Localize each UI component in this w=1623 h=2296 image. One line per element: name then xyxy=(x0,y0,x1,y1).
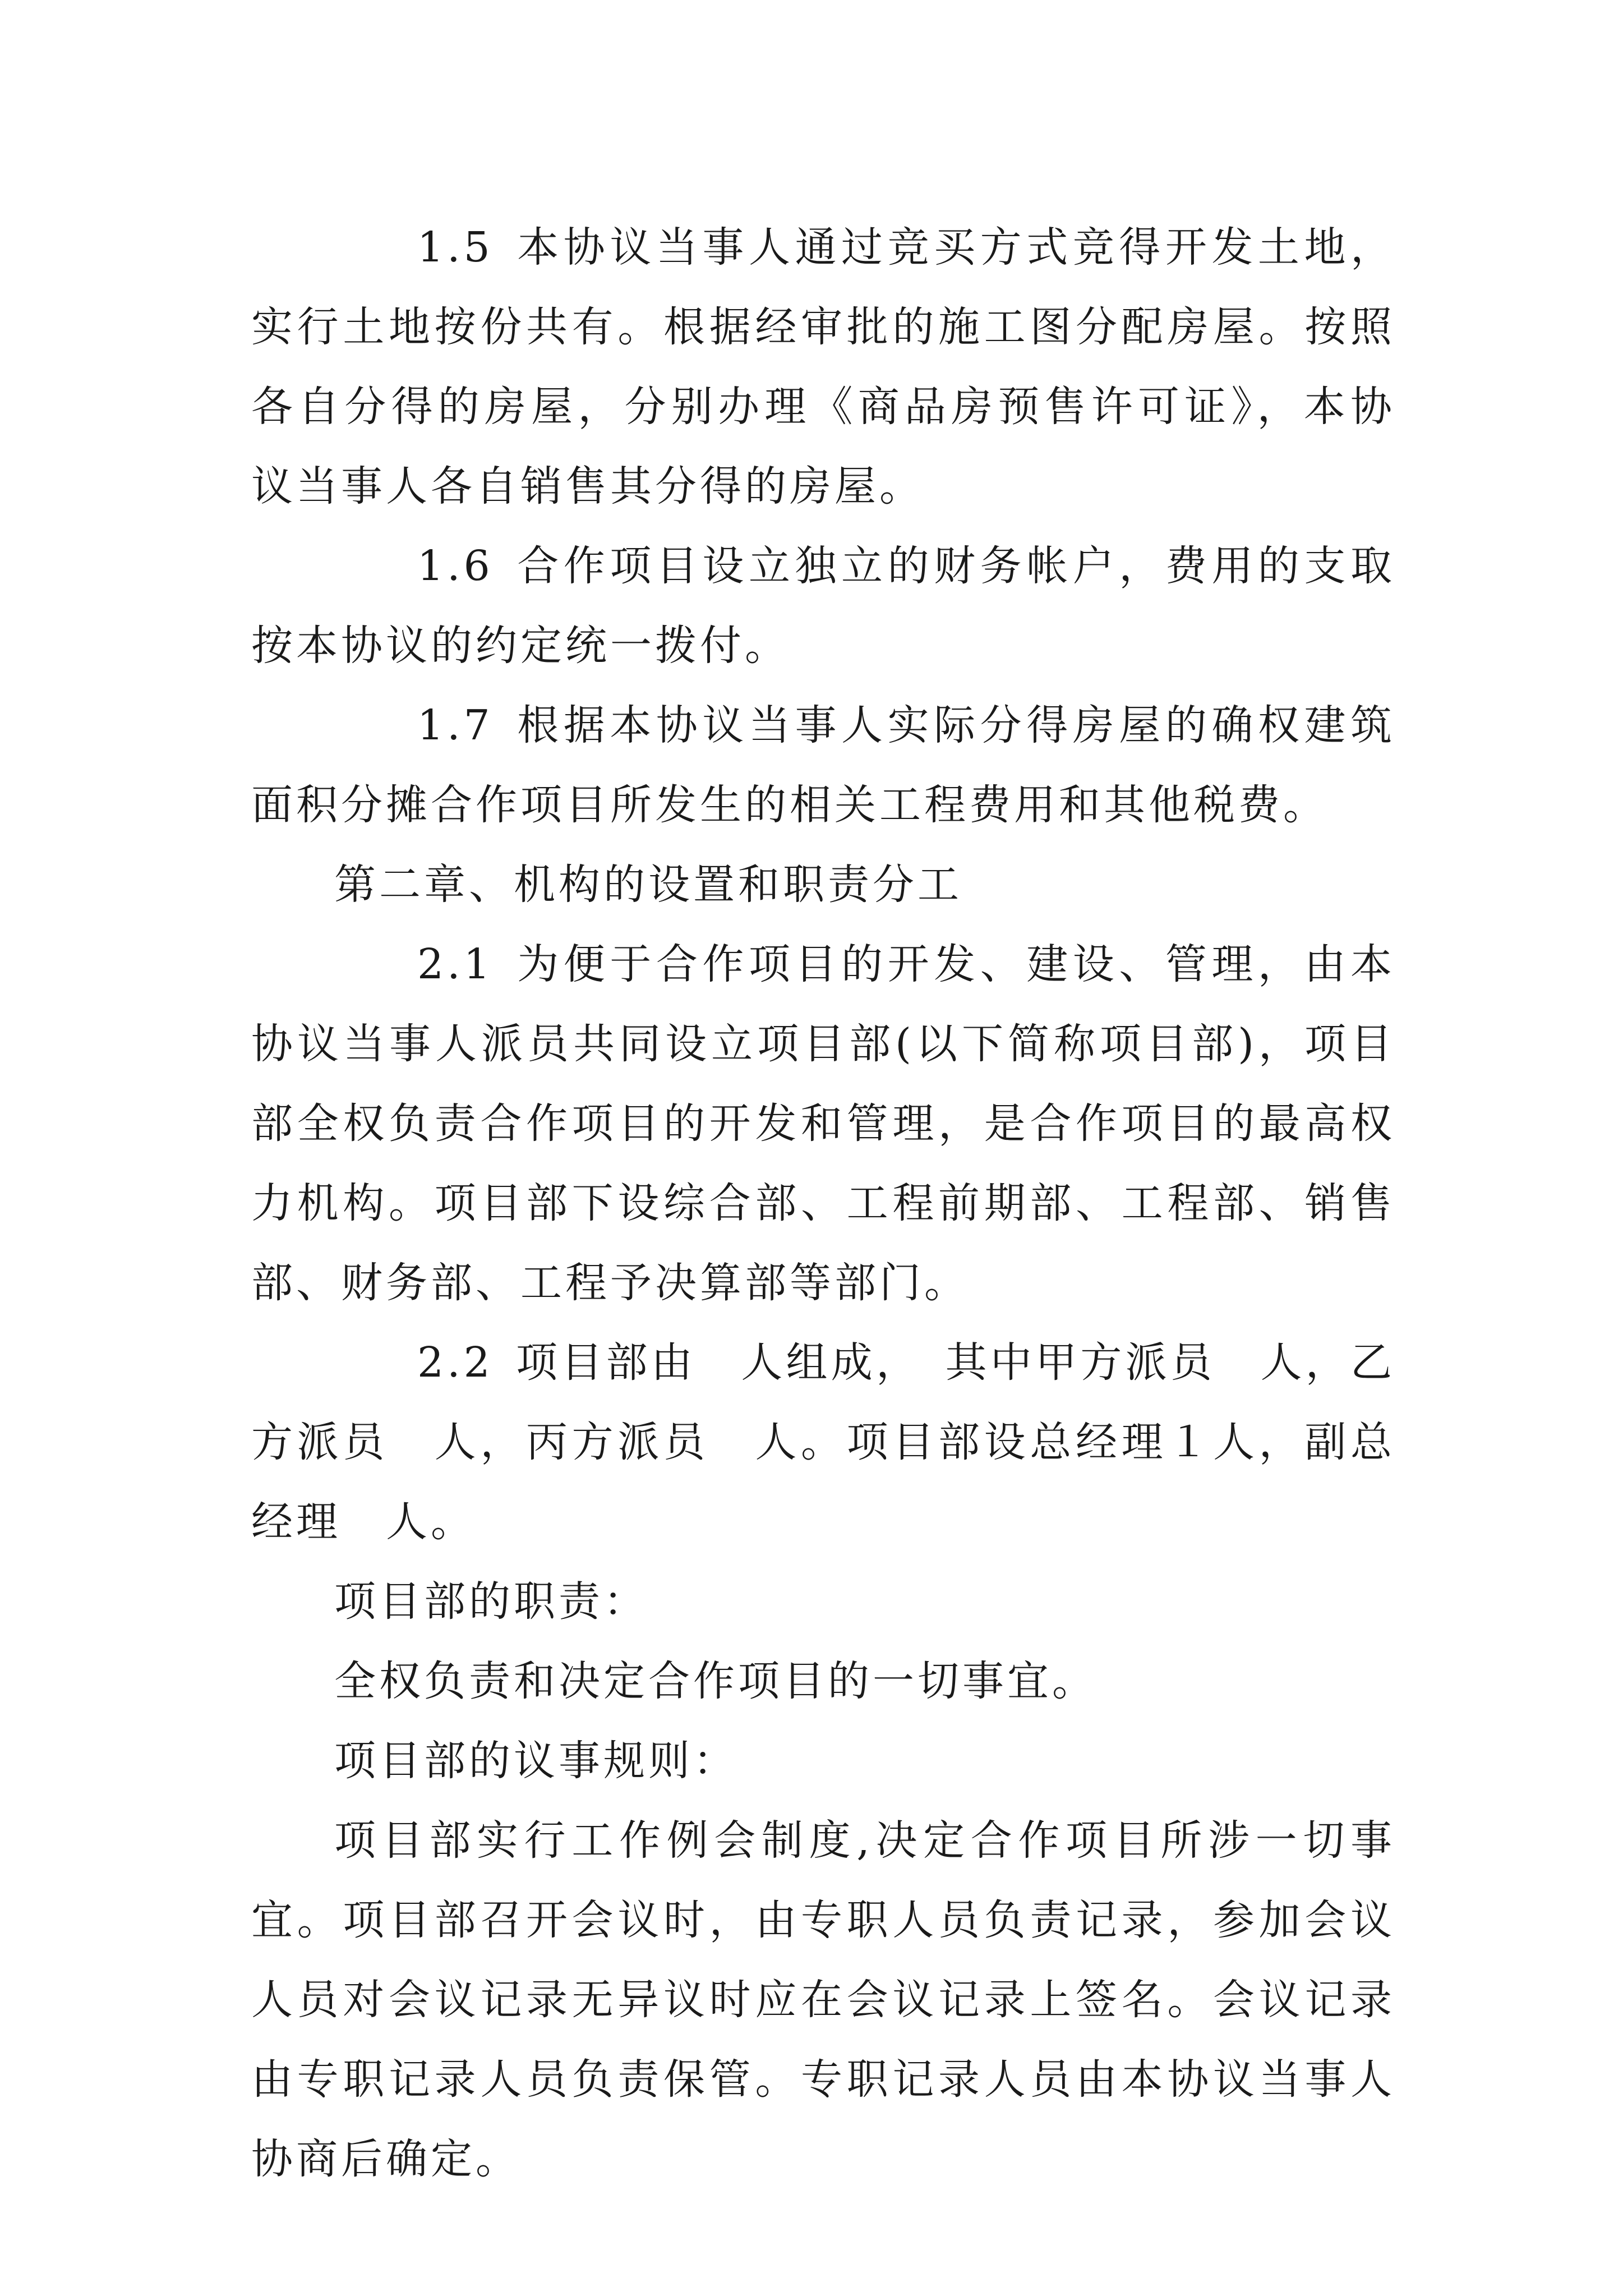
clause-text: 本协议当事人通过竞买方式竞得开发土地，实行土地按份共有。根据经审批的施工图分配房屋。按照各自分得的房屋，分别办理《商品房预售许可证》，本协议当事人各自销售其分得的房屋。 xyxy=(251,223,1395,510)
duties-text: 全权负责和决定合作项目的一切事宜。 xyxy=(334,1657,1097,1705)
rules-heading-text: 项目部的议事规则： xyxy=(334,1737,738,1785)
clause-number: 1.6 xyxy=(417,542,494,590)
clause-text: 为便于合作项目的开发、建设、管理，由本协议当事人派员共同设立项目部(以下简称项目部)，项目部全权负责合作项目的开发和管理，是合作项目的最高权力机构。项目部下设综合部、工程前期部、工程部、销售部、财务部、工程予决算部等部门。 xyxy=(251,940,1395,1307)
clause-1-6 xyxy=(251,526,1395,685)
clause-2-2 xyxy=(251,1323,1395,1562)
rules-paragraph xyxy=(251,1801,1395,2199)
chapter-title: 第二章、机构的设置和职责分工 xyxy=(334,861,962,909)
clause-number: 2.1 xyxy=(417,940,494,988)
clause-1-5 xyxy=(251,208,1395,526)
clause-number: 1.5 xyxy=(417,223,494,272)
duties-paragraph xyxy=(251,1641,1395,1721)
clause-1-7 xyxy=(251,685,1395,845)
rules-text: 项目部实行工作例会制度,决定合作项目所涉一切事宜。项目部召开会议时，由专职人员负责记录，参加会议人员对会议记录无异议时应在会议记录上签名。会议记录由专职记录人员负责保管。专职记录人员由本协议当事人协商后确定。 xyxy=(251,1816,1395,2183)
rules-heading xyxy=(251,1721,1395,1801)
clause-2-1 xyxy=(251,924,1395,1323)
document-body xyxy=(251,208,1395,2199)
clause-text: 合作项目设立独立的财务帐户，费用的支取按本协议的约定统一拨付。 xyxy=(251,542,1395,670)
duties-heading-text: 项目部的职责： xyxy=(334,1577,648,1626)
clause-number: 2.2 xyxy=(417,1338,494,1387)
chapter-heading xyxy=(251,845,1395,924)
clause-text: 根据本协议当事人实际分得房屋的确权建筑面积分摊合作项目所发生的相关工程费用和其他税费。 xyxy=(251,701,1395,829)
duties-heading xyxy=(251,1562,1395,1641)
clause-number: 1.7 xyxy=(417,701,494,749)
clause-text: 项目部由 人组成， 其中甲方派员 人，乙方派员 人，丙方派员 人。项目部设总经理１人，副总经理 人。 xyxy=(251,1338,1395,1546)
